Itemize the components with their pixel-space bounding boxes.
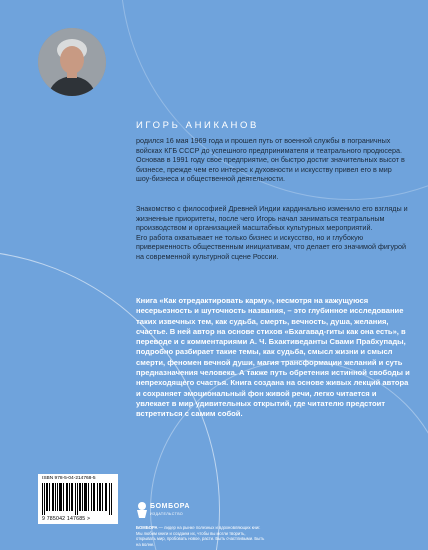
publisher-tagline [136, 525, 266, 547]
isbn-label: ISBN 978-5-04-214768-5 [42, 476, 96, 481]
author-bio: родился 16 мая 1969 года и прошел путь от военной службы в пограничных войсках КГБ СССР до успешного предпринимателя и театрального продюсера. Основав в 1991 году свое предприятие, он быстро достиг значительных высот в бизнесе, прежде чем его интерес к духовности и искусству привел его в мир шоу-бизнеса и общественной деятельности. [136, 136, 405, 184]
publisher-tagline-text: — лидер на рынке полезных и вдохновляющих книг. Мы любим книги и создаем их, чтобы вы могли творить, открывать мир, пробовать новое, расти. Быть счастливыми. Быть на волне. [136, 525, 265, 547]
book-description: Книга «Как отредактировать карму», несмотря на кажущуюся несерьезность и шуточность названия, – это глубинное исследование таких извечных тем, как судьба, смерть, вечность, душа, желания, счастье. В ней автор на основе стихов «Бхагавад-гиты как она есть», в переводе и с комментариями А. Ч. Бхактиведанты Свами Прабхупады, подробно разбирает такие темы, как судьба, смысл жизни и смысл смерти, феномен вечной души, магия трансформации желаний и суть предназначения человека. А также путь обретения истинной свободы и непреходящего счастья. Книга создана на основе живых лекций автора и сохраняет эмоциональный фон живой речи, легко читается и увлекает в мир удивительных открытий, где читателю предстоит встретиться с самим собой. [136, 296, 410, 419]
barcode-number: 9 785042 147685 > [42, 516, 91, 522]
author-photo [38, 28, 106, 96]
barcode [38, 474, 118, 524]
publisher-name: БОМБОРА [150, 503, 191, 510]
bio-paragraph: Знакомство с философией Древней Индии кардинально изменило его взгляды и жизненные приоритеты, после чего Игорь начал заниматься театральным производством и организацией масштабных культурных мероприятий. [136, 204, 408, 233]
author-bio-continued [136, 204, 408, 262]
author-name: ИГОРЬ АНИКАНОВ [136, 120, 259, 131]
author-portrait-icon [38, 28, 106, 96]
publisher-tagline-brand: БОМБОРА [136, 525, 158, 530]
publisher-subtitle: ИЗДАТЕЛЬСТВО [150, 512, 184, 516]
barcode-icon [42, 483, 114, 515]
bio-paragraph: Его работа охватывает не только бизнес и искусство, но и глубокую приверженность общественным инициативам, что делает его значимой фигурой на современной культурной сцене России. [136, 232, 407, 261]
